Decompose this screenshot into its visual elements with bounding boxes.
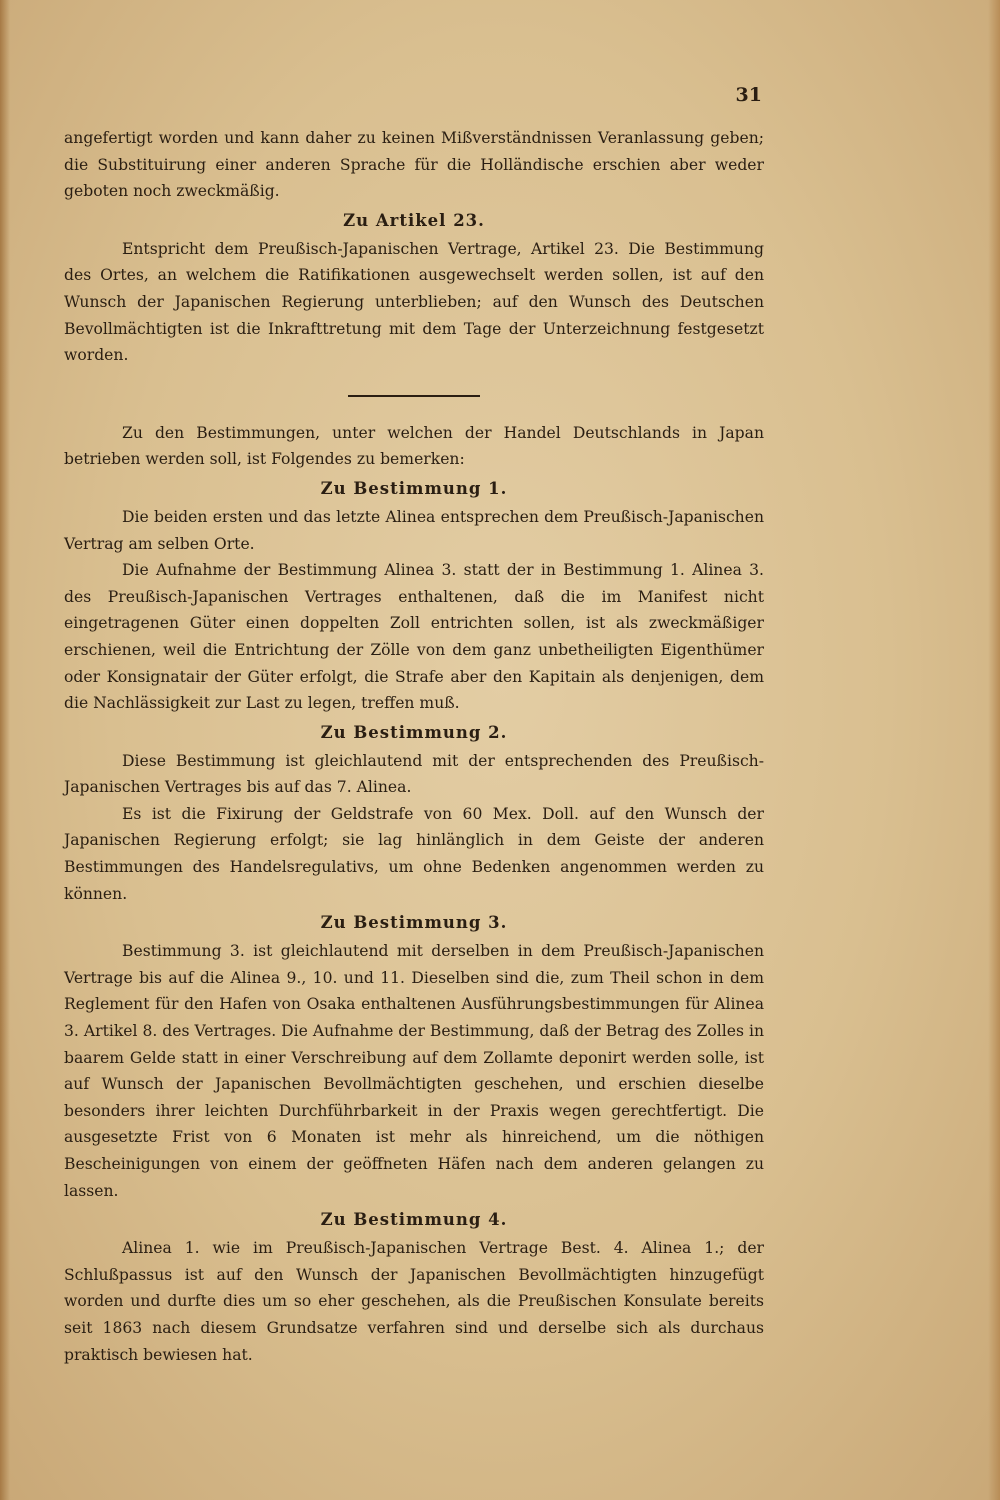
section-heading: Zu Bestimmung 2.	[320, 722, 508, 742]
paragraph: Diese Bestimmung ist gleichlautend mit der entsprechenden des Preußisch-Japanischen Vertrages bis auf das 7. Alinea.	[64, 751, 764, 797]
paragraph: Es ist die Fixirung der Geldstrafe von 60 Mex. Doll. auf den Wunsch der Japanischen Regierung erfolgt; sie lag hinlänglich in dem Geiste der anderen Bestimmungen des Handelsregulativs, um ohne Bedenken angenommen werden zu können.	[64, 804, 764, 903]
section-heading: Zu Bestimmung 1.	[320, 478, 508, 498]
paragraph: angefertigt worden und kann daher zu keinen Mißverständnissen Veranlassung geben; die Substituirung einer anderen Sprache für die Holländische erschien aber weder geboten noch zweckmäßig.	[64, 129, 764, 201]
paragraph: Die beiden ersten und das letzte Alinea entsprechen dem Preußisch-Japanischen Vertrag am selben Orte.	[64, 507, 764, 553]
page-number: 31	[735, 84, 762, 106]
paragraph: Die Aufnahme der Bestimmung Alinea 3. statt der in Bestimmung 1. Alinea 3. des Preußisch-Japanischen Vertrages enthaltenen, daß die im Manifest nicht eingetragenen Güter einen doppelten Zoll entrichten sollen, ist als zweckmäßiger erschienen, weil die Entrichtung der Zölle von dem ganz unbetheiligten Eigenthümer oder Konsignatair der Güter erfolgt, die Strafe aber den Kapitain als denjenigen, dem die Nachlässigkeit zur Last zu legen, treffen muß.	[64, 561, 764, 713]
spacer	[64, 397, 764, 420]
page-edge-right	[988, 0, 1000, 1500]
page-edge-left	[0, 0, 10, 1500]
section-heading: Zu Bestimmung 3.	[320, 913, 508, 933]
paragraph: Bestimmung 3. ist gleichlautend mit derselben in dem Preußisch-Japanischen Vertrage bis auf die Alinea 9., 10. und 11. Dieselben sind die, zum Theil schon in dem Reglement für den Hafen von Osaka enthaltenen Ausführungsbestimmungen für Alinea 3. Artikel 8. des Vertrages. Die Aufnahme der Bestimmung, daß der Betrag des Zolles in baarem Gelde statt in einer Verschreibung auf dem Zollamte deponirt werden solle, ist auf Wunsch der Japanischen Bevollmächtigten geschehen, und erschien dieselbe besonders ihrer leichten Durchführbarkeit in der Praxis wegen gerechtfertigt. Die ausgesetzte Frist von 6 Monaten ist mehr als hinreichend, um die nöthigen Bescheinigungen von einem der geöffneten Häfen nach dem anderen gelangen zu lassen.	[64, 942, 764, 1200]
paragraph: Alinea 1. wie im Preußisch-Japanischen Vertrage Best. 4. Alinea 1.; der Schlußpassus ist auf den Wunsch der Japanischen Bevollmächtigten hinzugefügt worden und durfte dies um so eher geschehen, als die Preußischen Konsulate bereits seit 1863 nach diesem Grundsatze verfahren sind und derselbe sich als durchaus praktisch bewiesen hat.	[64, 1239, 764, 1364]
section-heading: Zu Bestimmung 4.	[320, 1210, 508, 1230]
section-heading: Zu Artikel 23.	[343, 210, 485, 230]
paragraph: Zu den Bestimmungen, unter welchen der Handel Deutschlands in Japan betrieben werden soll, ist Folgendes zu bemerken:	[64, 423, 764, 469]
document-body	[64, 125, 764, 1368]
paragraph: Entspricht dem Preußisch-Japanischen Vertrage, Artikel 23. Die Bestimmung des Ortes, an welchem die Ratifikationen ausgewechselt werden sollen, ist auf den Wunsch der Japanischen Regierung unterblieben; auf den Wunsch des Deutschen Bevollmächtigten ist die Inkrafttretung mit dem Tage der Unterzeichnung festgesetzt worden.	[64, 239, 764, 365]
